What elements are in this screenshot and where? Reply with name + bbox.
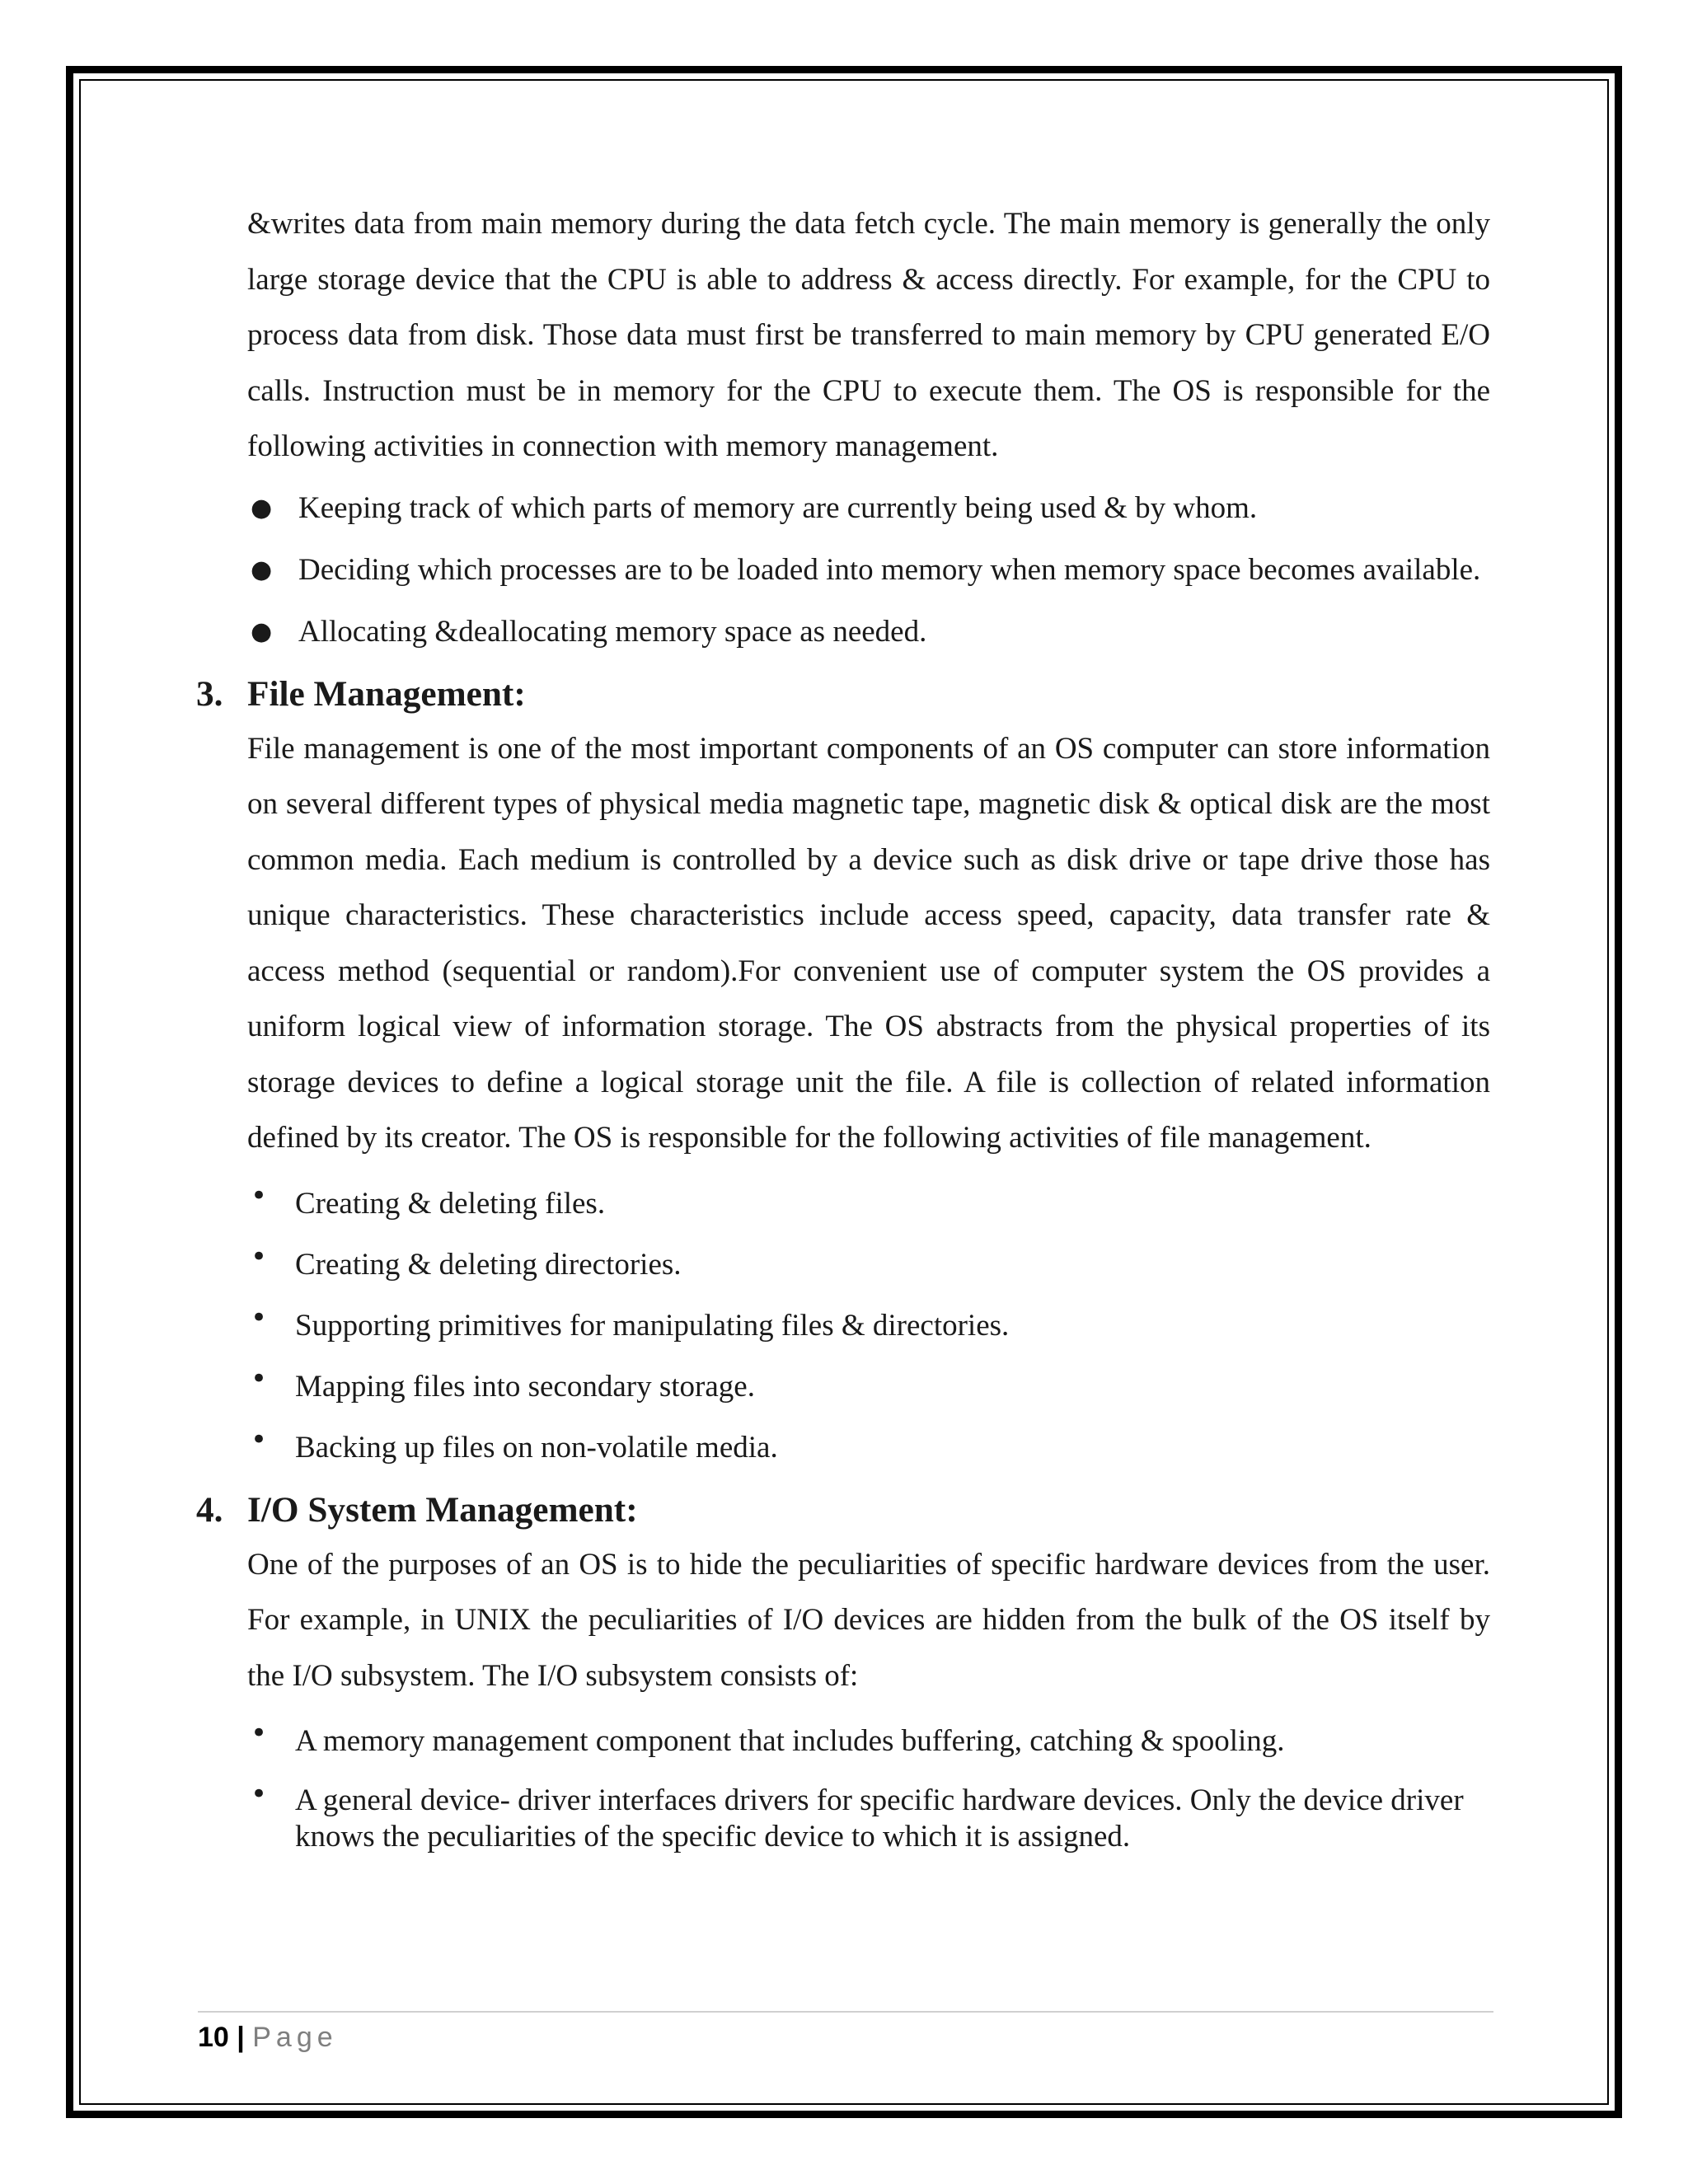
bullet-icon: •: [251, 1179, 268, 1212]
section-title: File Management:: [247, 673, 526, 714]
list-item: • A memory management component that includes buffering, catching & spooling.: [247, 1715, 1490, 1768]
list-item: ● Deciding which processes are to be loaded into memory when memory space becomes available.: [247, 543, 1490, 597]
bullet-icon: •: [251, 1240, 268, 1273]
memory-bullet-list: [247, 481, 1490, 658]
list-item: • Creating & deleting files.: [247, 1178, 1490, 1230]
memory-intro-paragraph: &writes data from main memory during the data fetch cycle. The main memory is generally the only large storage device that the CPU is able to address & access directly. For example, for the CPU to process data from disk. Those data must first be transferred to main memory by CPU generated E/O calls. Instruction must be in memory for the CPU to execute them. The OS is responsible for the following activities in connection with memory management.: [247, 207, 1490, 463]
io-management-paragraph: One of the purposes of an OS is to hide the peculiarities of specific hardware devices from the user. For example, in UNIX the peculiarities of I/O devices are hidden from the bulk of the OS itself by the I/O subsystem. The I/O subsystem consists of:: [247, 1547, 1490, 1693]
list-item: ● Allocating &deallocating memory space as needed.: [247, 605, 1490, 658]
bullet-icon: ●: [251, 493, 273, 523]
list-item: • Mapping files into secondary storage.: [247, 1361, 1490, 1413]
footer-divider: [198, 2011, 1493, 2013]
section-number: 3.: [196, 673, 223, 714]
bullet-icon: •: [251, 1301, 268, 1334]
list-item: • A general device- driver interfaces drivers for specific hardware devices. Only the device driver knows the peculiarities of the specific device to which it is assigned.: [247, 1776, 1490, 1855]
footer-separator: |: [237, 2022, 245, 2053]
file-management-heading: [196, 667, 1490, 721]
bullet-icon: ●: [251, 616, 273, 646]
bullet-icon: •: [251, 1717, 268, 1750]
io-management-heading: [196, 1483, 1490, 1537]
list-item: • Creating & deleting directories.: [247, 1239, 1490, 1291]
page-content: [196, 196, 1490, 1863]
file-bullet-list: [247, 1178, 1490, 1474]
list-item: ● Keeping track of which parts of memory are currently being used & by whom.: [247, 481, 1490, 535]
file-management-paragraph: File management is one of the most important components of an OS computer can store information on several different types of physical media magnetic tape, magnetic disk & optical disk are the most common media. Each medium is controlled by a device such as disk drive or tape drive those has unique characteristics. These characteristics include access speed, capacity, data transfer rate & access method (sequential or random).For convenient use of computer system the OS provides a uniform logical view of information storage. The OS abstracts from the physical properties of its storage devices to define a logical storage unit the file. A file is collection of related information defined by its creator. The OS is responsible for the following activities of file management.: [247, 731, 1490, 1155]
list-item: • Supporting primitives for manipulating files & directories.: [247, 1300, 1490, 1352]
page-footer: [198, 2018, 338, 2057]
bullet-icon: •: [251, 1361, 268, 1395]
bullet-icon: •: [251, 1422, 268, 1456]
list-item: • Backing up files on non-volatile media.: [247, 1422, 1490, 1474]
page-label: Page: [252, 2022, 338, 2053]
section-title: I/O System Management:: [247, 1489, 638, 1530]
bullet-icon: •: [251, 1778, 268, 1811]
io-bullet-list: [247, 1715, 1490, 1855]
bullet-icon: ●: [251, 555, 273, 584]
section-number: 4.: [196, 1489, 223, 1530]
page-number: 10: [198, 2022, 229, 2053]
